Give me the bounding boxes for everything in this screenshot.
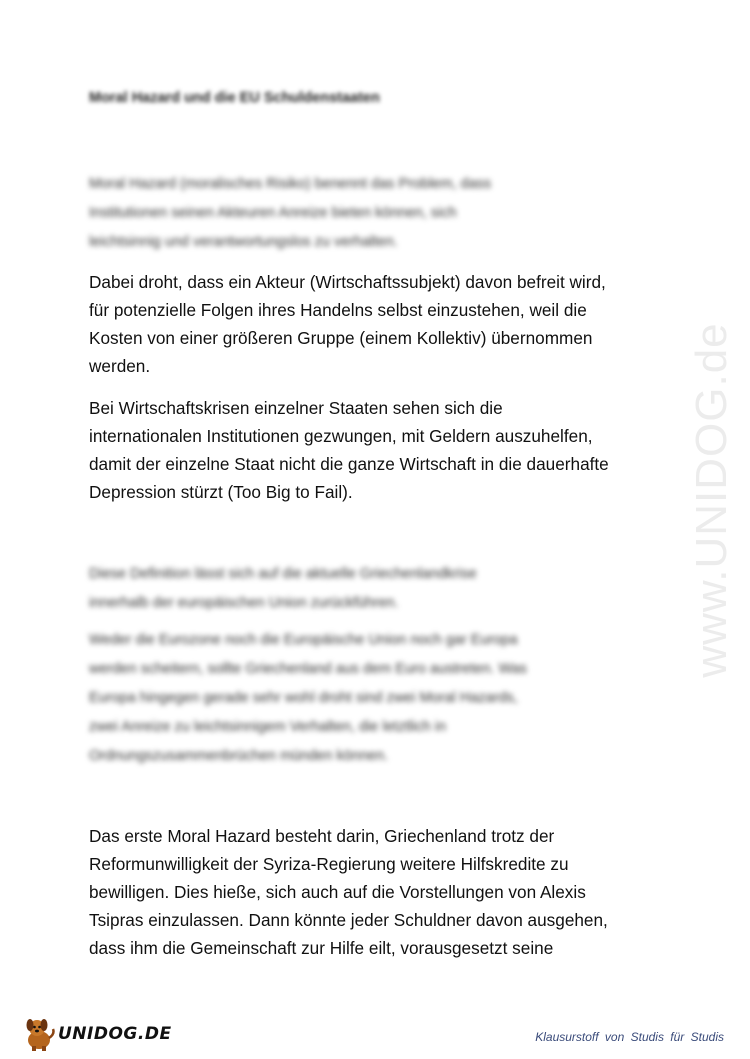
logo-text: UNIDOG.DE <box>58 1024 172 1044</box>
blurred-line: Europa hingegen gerade sehr wohl droht sind zwei Moral Hazards, <box>89 690 518 706</box>
text-line: dass ihm die Gemeinschaft zur Hilfe eilt, vorausgesetzt seine <box>89 938 554 958</box>
blurred-line: Ordnungszusammenbrüchen münden können. <box>89 748 389 764</box>
blurred-line: Moral Hazard (moralisches Risiko) benennt das Problem, dass <box>89 176 492 192</box>
text-line: Das erste Moral Hazard besteht darin, Griechenland trotz der <box>89 826 555 846</box>
unidog-logo[interactable] <box>22 1014 172 1054</box>
text-line: bewilligen. Dies hieße, sich auch auf die Vorstellungen von Alexis <box>89 882 586 902</box>
paragraph-2 <box>89 394 674 506</box>
blurred-line: leichtsinnig und verantwortungslos zu verhalten. <box>89 234 398 250</box>
blurred-line: werden scheitern, sollte Griechenland aus dem Euro austreten. Was <box>89 661 527 677</box>
blurred-line: zwei Anreize zu leichtsinnigem Verhalten, die letztlich in <box>89 719 447 735</box>
blurred-line: Diese Definition lässt sich auf die aktuelle Griechenlandkrise <box>89 566 477 582</box>
paragraph-1 <box>89 268 674 380</box>
blurred-line: innerhalb der europäischen Union zurückführen. <box>89 595 399 611</box>
watermark: www.UNIDOG.de <box>687 322 736 678</box>
paragraph-3 <box>89 822 674 962</box>
dog-icon <box>22 1016 56 1052</box>
footer-tagline: Klausurstoff von Studis für Studis <box>535 1030 724 1044</box>
text-line: damit der einzelne Staat nicht die ganze Wirtschaft in die dauerhafte <box>89 454 609 474</box>
text-line: Reformunwilligkeit der Syriza-Regierung weitere Hilfskredite zu <box>89 854 569 874</box>
blurred-intro <box>89 170 674 257</box>
text-line: für potenzielle Folgen ihres Handelns selbst einzustehen, weil die <box>89 300 587 320</box>
text-line: internationalen Institutionen gezwungen, mit Geldern auszuhelfen, <box>89 426 593 446</box>
blurred-line: Weder die Eurozone noch die Europäische Union noch gar Europa <box>89 632 518 648</box>
text-line: Bei Wirtschaftskrisen einzelner Staaten sehen sich die <box>89 398 503 418</box>
text-line: Dabei droht, dass ein Akteur (Wirtschaftssubjekt) davon befreit wird, <box>89 272 606 292</box>
document-title: Moral Hazard und die EU Schuldenstaaten <box>89 90 380 106</box>
blurred-middle-2 <box>89 626 674 771</box>
blurred-middle-1 <box>89 560 674 618</box>
text-line: Tsipras einzulassen. Dann könnte jeder Schuldner davon ausgehen, <box>89 910 608 930</box>
blurred-line: Institutionen seinen Akteuren Anreize bieten können, sich <box>89 205 457 221</box>
page-footer <box>0 1010 750 1059</box>
text-line: werden. <box>89 356 151 376</box>
text-line: Depression stürzt (Too Big to Fail). <box>89 482 353 502</box>
text-line: Kosten von einer größeren Gruppe (einem Kollektiv) übernommen <box>89 328 593 348</box>
